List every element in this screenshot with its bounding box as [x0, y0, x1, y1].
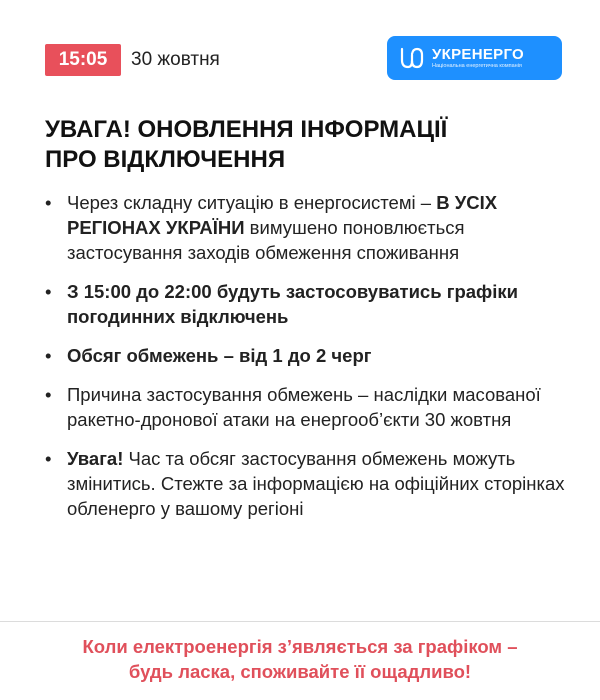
bullet-text: Причина застосування обмежень – наслідки масованої ракетно-дронової атаки на енергооб’єкти 30 жовтня: [67, 384, 541, 430]
bullet-text: вимушено поновлюється застосування заходів обмеження споживання: [67, 217, 465, 263]
announcement-list: [45, 190, 575, 535]
headline-line-2: ПРО ВІДКЛЮЧЕННЯ: [45, 146, 286, 173]
list-item: [45, 343, 575, 368]
bullet-bold-text: В УСІХ РЕГІОНАХ УКРАЇНИ: [67, 192, 498, 238]
list-item: [45, 382, 575, 432]
ukrenergo-logo: [387, 36, 562, 80]
bullet-bold-text: Обсяг обмежень – від 1 до 2 черг: [67, 345, 372, 366]
ukrenergo-emblem-icon: [399, 46, 425, 70]
logo-subtitle: Національна енергетична компанія: [432, 62, 522, 69]
footer-note: [0, 634, 600, 684]
time-badge: 15:05: [45, 44, 121, 76]
bullet-bold-text: Увага!: [67, 448, 124, 469]
headline: [45, 115, 565, 175]
headline-line-1: УВАГА! ОНОВЛЕННЯ ІНФОРМАЦІЇ: [45, 116, 448, 143]
date-label: 30 жовтня: [131, 49, 220, 70]
list-item: [45, 446, 575, 521]
footer-divider: [0, 621, 600, 622]
list-item: [45, 190, 575, 265]
bullet-bold-text: З 15:00 до 22:00 будуть застосовуватись графіки погодинних відключень: [67, 281, 518, 327]
bullet-text: Час та обсяг застосування обмежень можуть змінитись. Стежте за інформацією на офіційних сторінках обленерго у вашому регіоні: [67, 448, 565, 519]
footer-line-2: будь ласка, споживайте її ощадливо!: [128, 661, 472, 682]
list-item: [45, 279, 575, 329]
bullet-text: Через складну ситуацію в енергосистемі –: [67, 192, 437, 213]
logo-name: УКРЕНЕРГО: [432, 45, 525, 63]
footer-line-1: Коли електроенергія з’являється за графіком –: [82, 636, 518, 657]
